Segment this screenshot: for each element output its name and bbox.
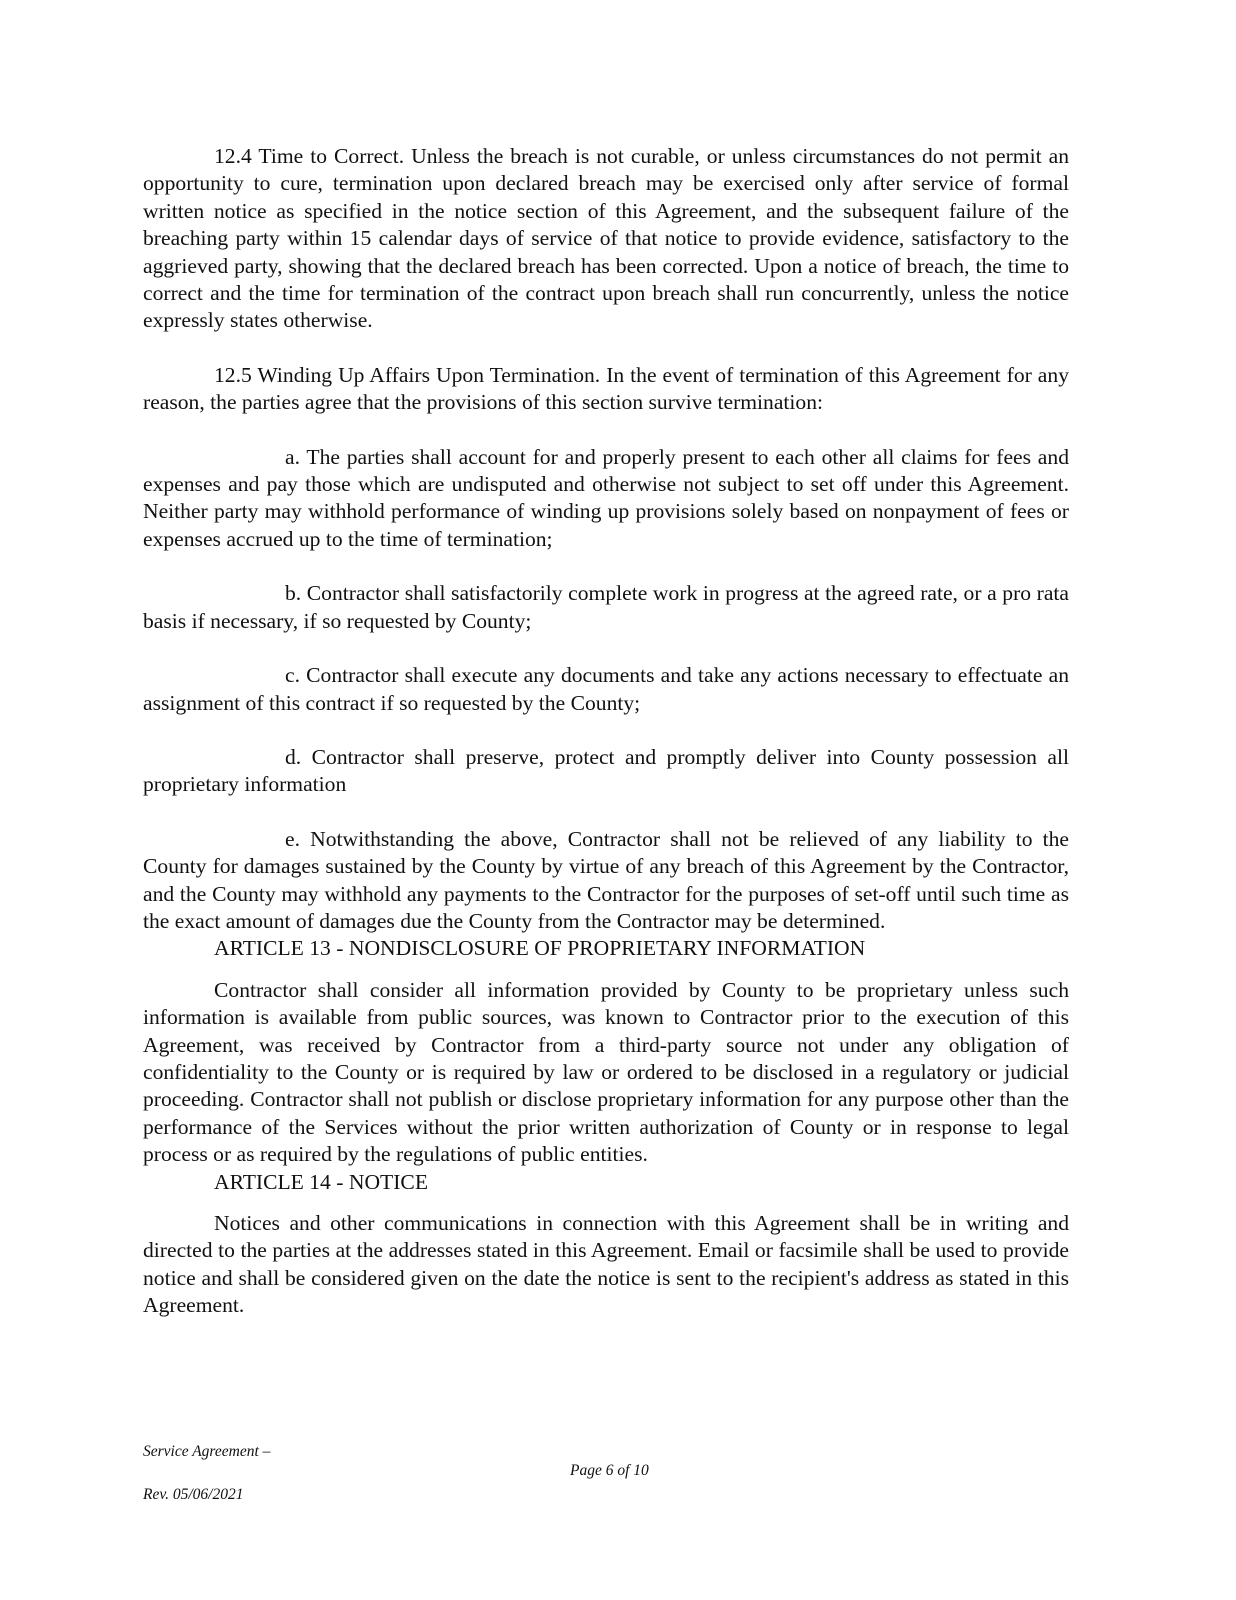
footer-revision: Rev. 05/06/2021 — [143, 1486, 244, 1503]
section-12-4-paragraph: 12.4 Time to Correct. Unless the breach is not curable, or unless circumstances do not permit an opportunity to cure, termination upon declared breach may be exercised only after service of formal written notice as specified in the notice section of this Agreement, and the subsequent failure of the breaching party within 15 calendar days of service of that notice to provide evidence, satisfactory to the aggrieved party, showing that the declared breach has been corrected. Upon a notice of breach, the time to correct and the time for termination of the contract upon breach shall run concurrently, unless the notice expressly states otherwise. — [143, 144, 1069, 333]
item-d-paragraph: d. Contractor shall preserve, protect and promptly deliver into County possession all proprietary information — [143, 744, 1069, 797]
footer-page-number: Page 6 of 10 — [570, 1462, 649, 1479]
item-a-paragraph: a. The parties shall account for and properly present to each other all claims for fees and expenses and pay those which are undisputed and otherwise not subject to set off under this Agreement. Neither party may withhold performance of winding up provisions solely based on nonpayment of fees or expenses accrued up to the time of termination; — [143, 444, 1069, 551]
section-12-5-paragraph: 12.5 Winding Up Affairs Upon Termination. In the event of termination of this Agreement for any reason, the parties agree that the provisions of this section survive termination: — [143, 362, 1069, 415]
footer-doc-title: Service Agreement – — [143, 1443, 271, 1460]
document-body — [143, 143, 1069, 1320]
footer-document-info — [143, 1442, 270, 1505]
item-c-paragraph: c. Contractor shall execute any documents and take any actions necessary to effectuate an assignment of this contract if so requested by the County; — [143, 663, 1069, 715]
article-13-heading: ARTICLE 13 - NONDISCLOSURE OF PROPRIETARY INFORMATION — [214, 936, 866, 961]
item-b-paragraph: b. Contractor shall satisfactorily complete work in progress at the agreed rate, or a pro rata basis if necessary, if so requested by County; — [143, 581, 1069, 633]
item-e-paragraph: e. Notwithstanding the above, Contractor shall not be relieved of any liability to the County for damages sustained by the County by virtue of any breach of this Agreement by the Contractor, and the County may withhold any payments to the Contractor for the purposes of set-off until such time as the exact amount of damages due the County from the Contractor may be determined. — [143, 826, 1069, 933]
article-14-heading: ARTICLE 14 - NOTICE — [214, 1169, 429, 1194]
article-14-paragraph: Notices and other communications in connection with this Agreement shall be in writing and directed to the parties at the addresses stated in this Agreement. Email or facsimile shall be used to provide notice and shall be considered given on the date the notice is sent to the recipient's address as stated in this Agreement. — [143, 1211, 1069, 1318]
article-13-paragraph: Contractor shall consider all information provided by County to be proprietary unless such information is available from public sources, was known to Contractor prior to the execution of this Agreement, was received by Contractor from a third-party source not under any obligation of confidentiality to the County or is required by law or ordered to be disclosed in a regulatory or judicial proceeding. Contractor shall not publish or disclose proprietary information for any purpose other than the performance of the Services without the prior written authorization of County or in response to legal process or as required by the regulations of public entities. — [143, 977, 1069, 1167]
